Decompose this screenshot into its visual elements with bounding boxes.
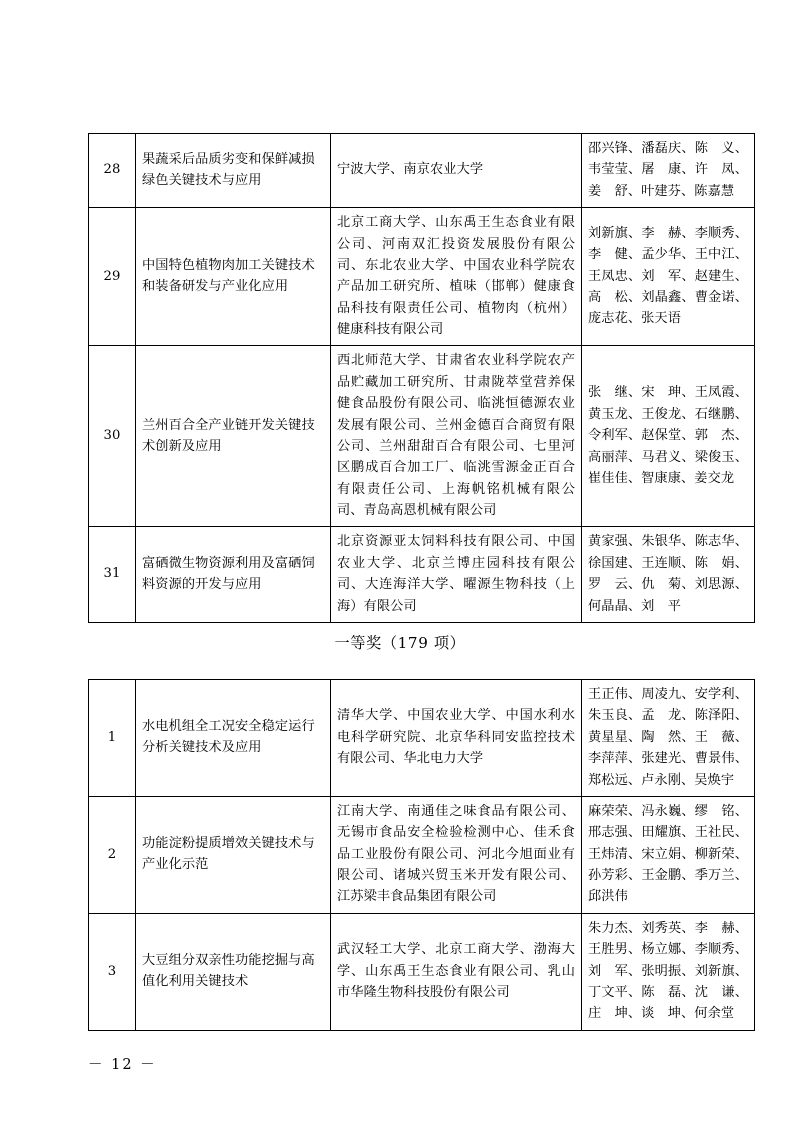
contributors-text: 朱力杰、刘秀英、李 赫、王胜男、杨立娜、李顺秀、刘 军、张明振、刘新旗、丁文平、陈 磊、沈 谦、庄 坤、谈 坤、何余堂 <box>588 920 748 1022</box>
contributors-cell <box>582 527 755 623</box>
contributors-text: 王正伟、周凌九、安学利、朱玉良、孟 龙、陈泽阳、黄星星、陶 然、王 薇、李萍萍、张建光、曹景伟、郑松远、卢永刚、吴焕宇 <box>588 687 748 788</box>
organizations-cell <box>331 913 582 1030</box>
contributors-cell <box>582 680 755 797</box>
project-title-cell <box>136 796 331 913</box>
organizations-cell <box>331 796 582 913</box>
award-table-first-prize-body <box>89 680 755 1031</box>
award-table-continued <box>88 133 755 623</box>
contributors-cell <box>582 796 755 913</box>
contributors-cell <box>582 208 755 346</box>
organizations-text: 江南大学、南通佳之味食品有限公司、无锡市食品安全检验检测中心、佳禾食品工业股份有限公司、河北今旭面业有限公司、诸城兴贸玉米开发有限公司、江苏梁丰食品集团有限公司 <box>337 803 575 905</box>
organizations-cell <box>331 680 582 797</box>
row-index-cell: 29 <box>89 208 136 346</box>
project-title-cell <box>136 913 331 1030</box>
row-index-cell: 2 <box>89 796 136 913</box>
contributors-cell <box>582 913 755 1030</box>
table-row <box>89 346 755 527</box>
organizations-text: 北京工商大学、山东禹王生态食业有限公司、河南双汇投资发展股份有限公司、东北农业大学、中国农业科学院农产品加工研究所、植味（邯郸）健康食品科技有限责任公司、植物肉（杭州）健康科技有限公司 <box>337 215 575 337</box>
row-index-cell: 28 <box>89 134 136 208</box>
organizations-text: 北京资源亚太饲料科技有限公司、中国农业大学、北京兰博庄园科技有限公司、大连海洋大学、曜源生物科技（上海）有限公司 <box>337 534 575 614</box>
award-table-continued-body <box>89 134 755 623</box>
contributors-text: 黄家强、朱银华、陈志华、徐国建、王连顺、陈 娟、罗 云、仇 菊、刘思源、何晶晶、刘 平 <box>588 534 748 614</box>
project-title-cell <box>136 680 331 797</box>
project-title-text: 水电机组全工况安全稳定运行分析关键技术及应用 <box>142 719 315 756</box>
award-table-first-prize <box>88 679 755 1031</box>
contributors-text: 刘新旗、李 赫、李顺秀、李 健、孟少华、王中江、王凤忠、刘 军、赵建生、高 松、刘晶鑫、曹金诺、庞志花、张天语 <box>588 225 748 327</box>
project-title-text: 中国特色植物肉加工关键技术和装备研发与产业化应用 <box>142 257 315 295</box>
project-title-cell <box>136 527 331 623</box>
table-row <box>89 913 755 1030</box>
table-row <box>89 796 755 913</box>
table-row <box>89 134 755 208</box>
project-title-cell <box>136 208 331 346</box>
table-row <box>89 527 755 623</box>
project-title-text: 功能淀粉提质增效关键技术与产业化示范 <box>142 835 315 873</box>
project-title-text: 果蔬采后品质劣变和保鲜减损绿色关键技术与应用 <box>142 151 315 189</box>
organizations-cell <box>331 134 582 208</box>
organizations-text: 武汉轻工大学、北京工商大学、渤海大学、山东禹王生态食业有限公司、乳山市华隆生物科技股份有限公司 <box>337 942 575 1000</box>
organizations-text: 宁波大学、南京农业大学 <box>337 162 484 178</box>
project-title-text: 富硒微生物资源利用及富硒饲料资源的开发与应用 <box>142 555 315 593</box>
project-title-text: 兰州百合全产业链开发关键技术创新及应用 <box>142 417 315 454</box>
organizations-text: 西北师范大学、甘肃省农业科学院农产品贮藏加工研究所、甘肃陇萃堂营养保健食品股份有限公司、临洮恒德源农业发展有限公司、兰州金德百合商贸有限公司、兰州甜甜百合有限公司、七里河区鹏成百合加工厂、临洮雪源金正百合有限责任公司、上海帆铭机械有限公司、青岛高恩机械有限公司 <box>337 353 575 518</box>
project-title-text: 大豆组分双亲性功能挖掘与高值化利用关键技术 <box>142 952 315 990</box>
table-row <box>89 680 755 797</box>
organizations-cell <box>331 527 582 623</box>
contributors-cell <box>582 346 755 527</box>
row-index-cell: 1 <box>89 680 136 797</box>
page-number: － 12 － <box>88 1057 157 1073</box>
project-title-cell <box>136 134 331 208</box>
row-index-cell: 3 <box>89 913 136 1030</box>
contributors-text: 张 继、宋 珅、王凤霞、黄玉龙、王俊龙、石继鹏、令利军、赵保堂、郭 杰、高丽萍、马君义、梁俊玉、崔佳佳、智康康、姜交龙 <box>588 385 748 486</box>
contributors-text: 麻荣荣、冯永巍、缪 铭、邢志强、田耀旗、王社民、王炜清、宋立娟、柳新荣、孙芳彩、王金鹏、季万兰、邱洪伟 <box>588 803 748 905</box>
organizations-cell <box>331 208 582 346</box>
row-index-cell: 30 <box>89 346 136 527</box>
organizations-text: 清华大学、中国农业大学、中国水利水电科学研究院、北京华科同安监控技术有限公司、华北电力大学 <box>337 708 575 767</box>
table-row <box>89 208 755 346</box>
project-title-cell <box>136 346 331 527</box>
contributors-cell <box>582 134 755 208</box>
organizations-cell <box>331 346 582 527</box>
row-index-cell: 31 <box>89 527 136 623</box>
contributors-text: 邵兴锋、潘磊庆、陈 义、韦莹莹、屠 康、许 凤、姜 舒、叶建芬、陈嘉慧 <box>588 141 748 199</box>
section-heading: 一等奖（179 项） <box>334 634 466 652</box>
